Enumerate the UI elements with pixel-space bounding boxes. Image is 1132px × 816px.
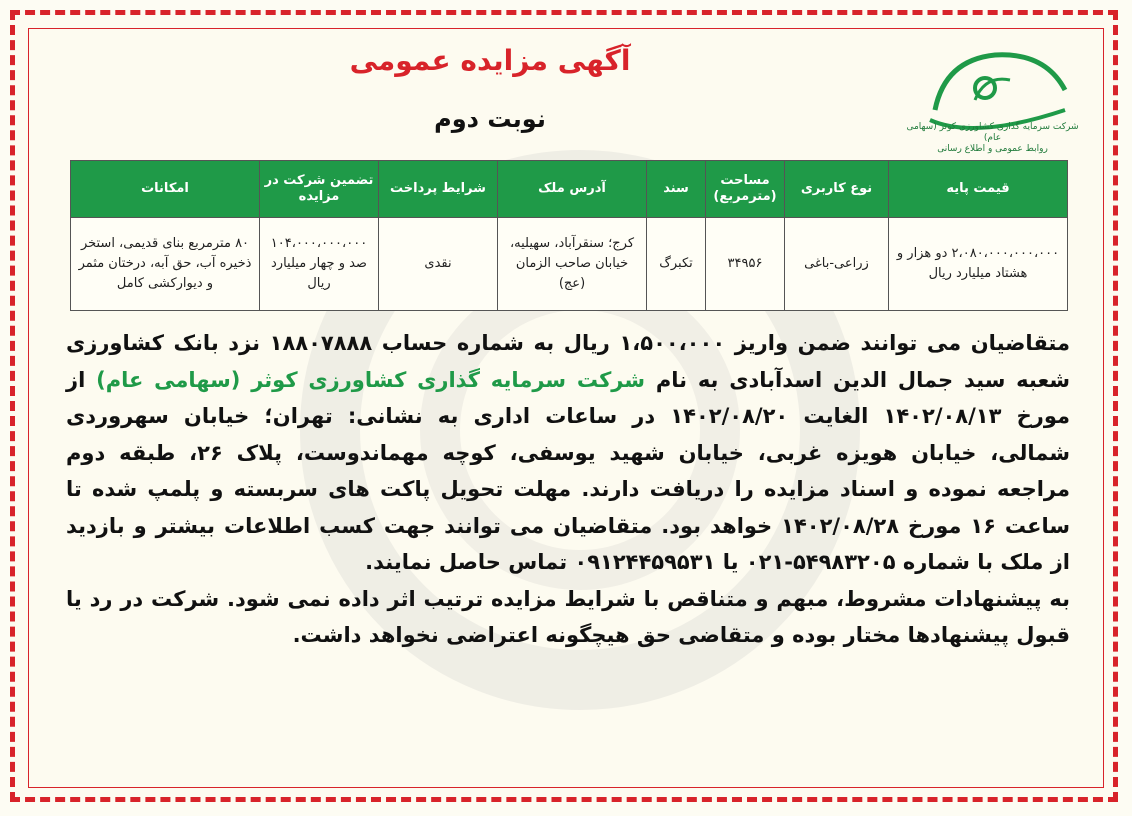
table-row (71, 218, 1068, 311)
announcement-body (66, 325, 1070, 654)
cell-payment: نقدی (379, 218, 498, 311)
header-deed: سند (647, 161, 706, 218)
header-area: مساحت (مترمربع) (706, 161, 785, 218)
company-name-line1: شرکت سرمایه گذاری کشاورزی کوثر (سهامی عام) (906, 122, 1079, 143)
page-subtitle: نوبت دوم (434, 105, 546, 133)
header-base-price: قیمت پایه (889, 161, 1068, 218)
header-usage: نوع کاربری (785, 161, 889, 218)
cell-usage: زراعی-باغی (785, 218, 889, 311)
body-text-part2: از مورخ ۱۴۰۲/۰۸/۱۳ الغایت ۱۴۰۲/۰۸/۲۰ در ساعات اداری به نشانی: تهران؛ خیابان سهروردی شمالی، خیابان هویزه غربی، خیابان شهید یوسفی، کوچه مهماندوست، پلاک ۲۶، طبقه دوم مراجعه نموده و اسناد مزایده را دریافت دارند. مهلت تحویل پاکت های سربسته و پلمپ شده تا ساعت ۱۶ مورخ ۱۴۰۲/۰۸/۲۸ خواهد بود. متقاضیان می توانند جهت کسب اطلاعات بیشتر و بازدید از ملک با شماره ۵۴۹۸۳۲۰۵-۰۲۱ یا ۰۹۱۲۴۴۵۹۵۳۱ تماس حاصل نمایند. (66, 367, 1071, 574)
header-address: آدرس ملک (498, 161, 647, 218)
cell-area: ۳۴۹۵۶ (706, 218, 785, 311)
cell-guarantee: ۱۰۴،۰۰۰،۰۰۰،۰۰۰ صد و چهار میلیارد ریال (260, 218, 379, 311)
company-name (905, 122, 1080, 155)
header-guarantee: تضمین شرکت در مزایده (260, 161, 379, 218)
auction-table (70, 160, 1068, 311)
company-name-line2: روابط عمومی و اطلاع رسانی (937, 144, 1048, 154)
header-features: امکانات (71, 161, 260, 218)
body-paragraph-1 (66, 325, 1070, 581)
cell-deed: تکبرگ (647, 218, 706, 311)
cell-base-price: ۲،۰۸۰،۰۰۰،۰۰۰،۰۰۰ دو هزار و هشتاد میلیارد ریال (889, 218, 1068, 311)
header-payment: شرایط پرداخت (379, 161, 498, 218)
body-text-part1: متقاضیان می توانند ضمن واریز ۱،۵۰۰،۰۰۰ ریال به شماره حساب ۱۸۸۰۷۸۸۸ نزد بانک کشاورزی شعبه سید جمال الدین اسدآبادی به نام (66, 331, 1071, 392)
body-paragraph-2: به پیشنهادات مشروط، مبهم و متناقص با شرایط مزایده ترتیب اثر داده نمی شود. شرکت در رد یا قبول پیشنهادها مختار بوده و متقاضی حق هیچگونه اعتراضی نخواهد داشت. (66, 586, 1070, 647)
cell-address: کرج؛ سنقرآباد، سهیلیه، خیابان صاحب الزمان (عج) (498, 218, 647, 311)
page-title: آگهی مزایده عمومی (349, 44, 631, 77)
company-name-highlight: شرکت سرمایه گذاری کشاورزی کوثر (سهامی عام) (96, 367, 646, 392)
table-header-row (71, 161, 1068, 218)
cell-features: ۸۰ مترمربع بنای قدیمی، استخر ذخیره آب، حق آبه، درختان مثمر و دیوارکشی کامل (71, 218, 260, 311)
